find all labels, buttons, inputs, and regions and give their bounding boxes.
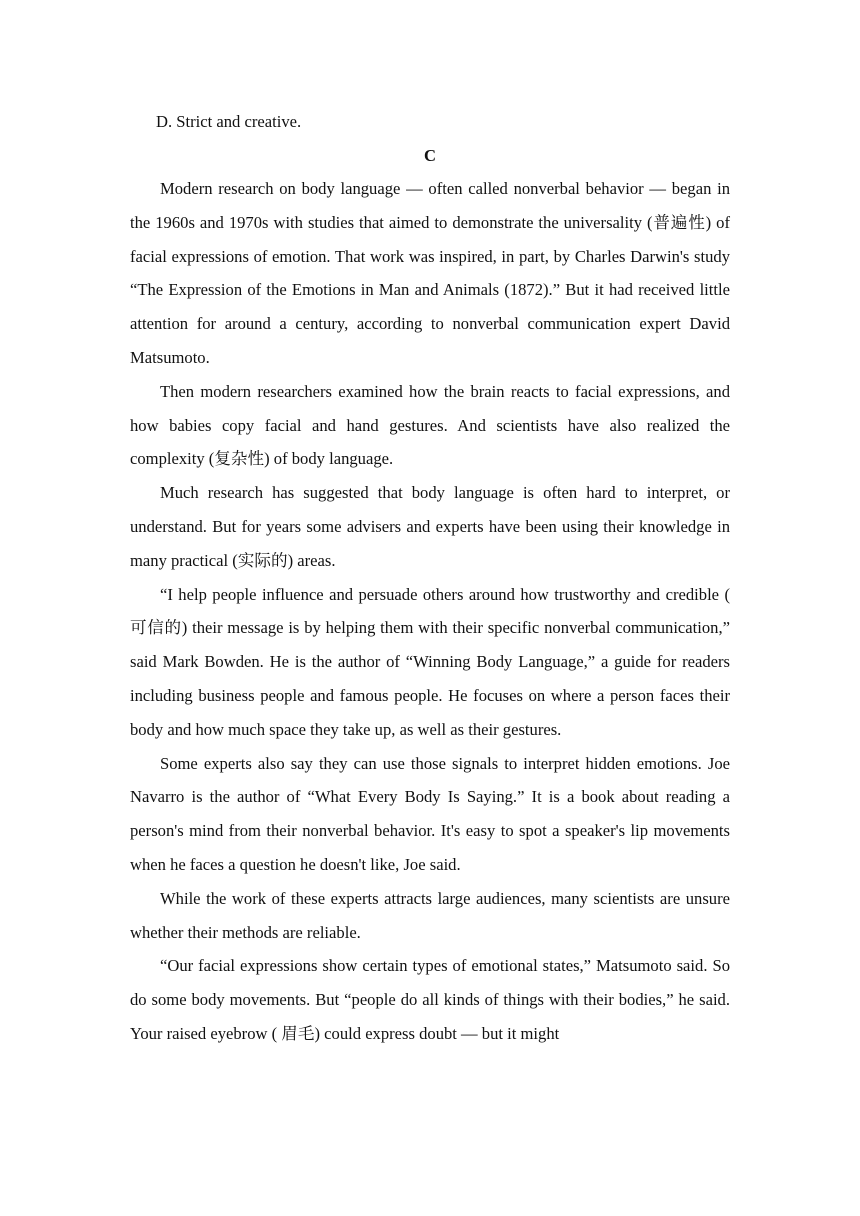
- paragraph-4: “I help people influence and persuade others around how trustworthy and credible ( 可信的) their message is by helping them with their specific nonverbal communication,” said Mark Bowden. He is the author of “Winning Body Language,” a guide for readers including business people and famous people. He focuses on where a person faces their body and how much space they take up, as well as their gestures.: [130, 584, 730, 739]
- paragraph-6: While the work of these experts attracts large audiences, many scientists are unsure whether their methods are reliable.: [130, 888, 730, 942]
- paragraph-7: “Our facial expressions show certain types of emotional states,” Matsumoto said. So do some body movements. But “people do all kinds of things with their bodies,” he said. Your raised eyebrow ( 眉毛) could express doubt — but it might: [130, 956, 730, 1043]
- paragraph-1: Modern research on body language — often called nonverbal behavior — began in the 1960s and 1970s with studies that aimed to demonstrate the universality (普遍性) of facial expressions of emotion. That work was inspired, in part, by Charles Darwin's study “The Expression of the Emotions in Man and Animals (1872).” But it had received little attention for around a century, according to nonverbal communication expert David Matsumoto.: [130, 179, 730, 367]
- answer-option-d: D. Strict and creative.: [156, 112, 302, 131]
- section-heading: C: [424, 146, 436, 165]
- paragraph-2: Then modern researchers examined how the brain reacts to facial expressions, and how babies copy facial and hand gestures. And scientists have also realized the complexity (复杂性) of body language.: [130, 381, 730, 469]
- paragraph-3: Much research has suggested that body language is often hard to interpret, or understand. But for years some advisers and experts have been using their knowledge in many practical (实际的) areas.: [130, 483, 730, 570]
- document-body: [130, 110, 730, 1051]
- paragraph-5: Some experts also say they can use those signals to interpret hidden emotions. Joe Navarro is the author of “What Every Body Is Saying.” It is a book about reading a person's mind from their nonverbal behavior. It's easy to spot a speaker's lip movements when he faces a question he doesn't like, Joe said.: [130, 753, 730, 874]
